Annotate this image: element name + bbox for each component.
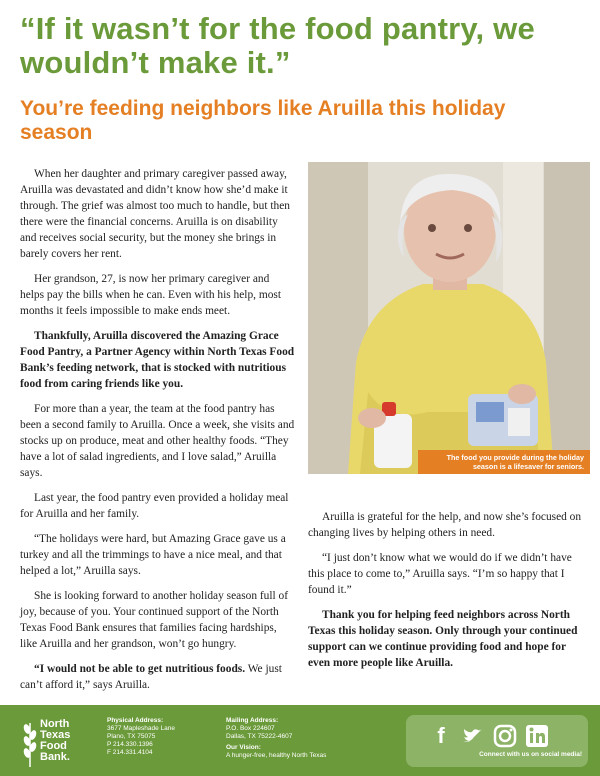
twitter-icon[interactable] (460, 723, 486, 749)
pull-quote-bold: “I would not be able to get nutritious foods. (34, 663, 246, 675)
paragraph: “The holidays were hard, but Amazing Grace gave us a turkey and all the trimmings to have a nice meal, and that helped a lot,” Aruilla says. (20, 533, 286, 577)
footer (0, 705, 600, 776)
headline: “If it wasn’t for the food pantry, we wouldn’t make it.” (20, 11, 535, 80)
paragraph: “I just don’t know what we would do if we didn’t have this place to come to,” Aruilla says. “I’m so happy that I found it.” (308, 552, 572, 596)
paragraph: Her grandson, 27, is now her primary caregiver and helps pay the bills when he can. Even with his help, most months it feels impossible to make ends meet. (20, 273, 281, 317)
phone-line: P 214.330.1396 (107, 741, 153, 748)
physical-address (107, 717, 175, 757)
paragraph-bold: Thank you for helping feed neighbors across North Texas this holiday season. Only through your continued support can we continue providing food and hope for even more people like Aruilla. (308, 609, 578, 669)
photo-illustration (308, 162, 590, 474)
pull-quote-rest: We just can’t afford it,” says Aruilla. (20, 663, 282, 691)
address-line: Plano, TX 75075 (107, 733, 156, 740)
social-icons (428, 723, 588, 749)
article-left-column (20, 166, 295, 702)
paragraph: Aruilla is grateful for the help, and now she’s focused on changing lives by helping others in need. (308, 511, 582, 539)
aruilla-photo (308, 162, 590, 474)
paragraph: Last year, the food pantry even provided a holiday meal for Aruilla and her family. (20, 492, 289, 520)
physical-address-heading: Physical Address: (107, 717, 164, 724)
photo-caption: The food you provide during the holiday season is a lifesaver for seniors. (418, 450, 590, 474)
address-line: P.O. Box 224607 (226, 725, 275, 732)
pull-quote (20, 661, 295, 693)
wheat-icon (22, 719, 38, 767)
ntfb-logo (22, 719, 94, 767)
paragraph: When her daughter and primary caregiver passed away, Aruilla was devastated and didn’t know how she’d make it through. The grief was almost too much to handle, but then there were the financial concerns. Aruilla is on disability and receives social security, but the money she brings in barely covers her rent. (20, 168, 290, 260)
subheadline: You’re feeding neighbors like Aruilla this holiday season (20, 97, 506, 144)
address-line: Dallas, TX 75222-4607 (226, 733, 293, 740)
address-line: 3677 Mapleshade Lane (107, 725, 175, 732)
logo-line: Bank. (40, 751, 70, 763)
facebook-icon[interactable]: f (437, 723, 445, 748)
fax-line: F 214.331.4104 (107, 749, 153, 756)
logo-line: North (40, 718, 70, 730)
logo-line: Texas (40, 729, 71, 741)
paragraph-bold: Thankfully, Aruilla discovered the Amazing Grace Food Pantry, a Partner Agency within North Texas Food Bank’s feeding network, that is stocked with nutritious food from caring friends like you. (20, 330, 295, 390)
vision-text: A hunger-free, healthy North Texas (226, 752, 327, 759)
social-media-callout: Connect with us on social media! (479, 751, 582, 758)
logo-line: Food (40, 740, 67, 752)
instagram-icon[interactable] (492, 723, 518, 749)
social-media-panel (406, 715, 588, 767)
logo-wordmark (40, 719, 70, 763)
vision-heading: Our Vision: (226, 744, 261, 751)
linkedin-icon[interactable] (524, 723, 550, 749)
mailing-address-heading: Mailing Address: (226, 717, 279, 724)
mailing-address (226, 717, 326, 760)
paragraph: For more than a year, the team at the food pantry has been a second family to Aruilla. Once a week, she visits and stocks up on produce, meat and other healthy foods. “They have a lot of salad ingredients, and I love salad,” Aruilla says. (20, 403, 295, 479)
article-right-column (308, 509, 588, 680)
paragraph: She is looking forward to another holiday season full of joy, because of you. Your continued support of the North Texas Food Bank ensures that families facing hardships, like Aruilla and her grandson, won’t go hungry. (20, 590, 289, 650)
